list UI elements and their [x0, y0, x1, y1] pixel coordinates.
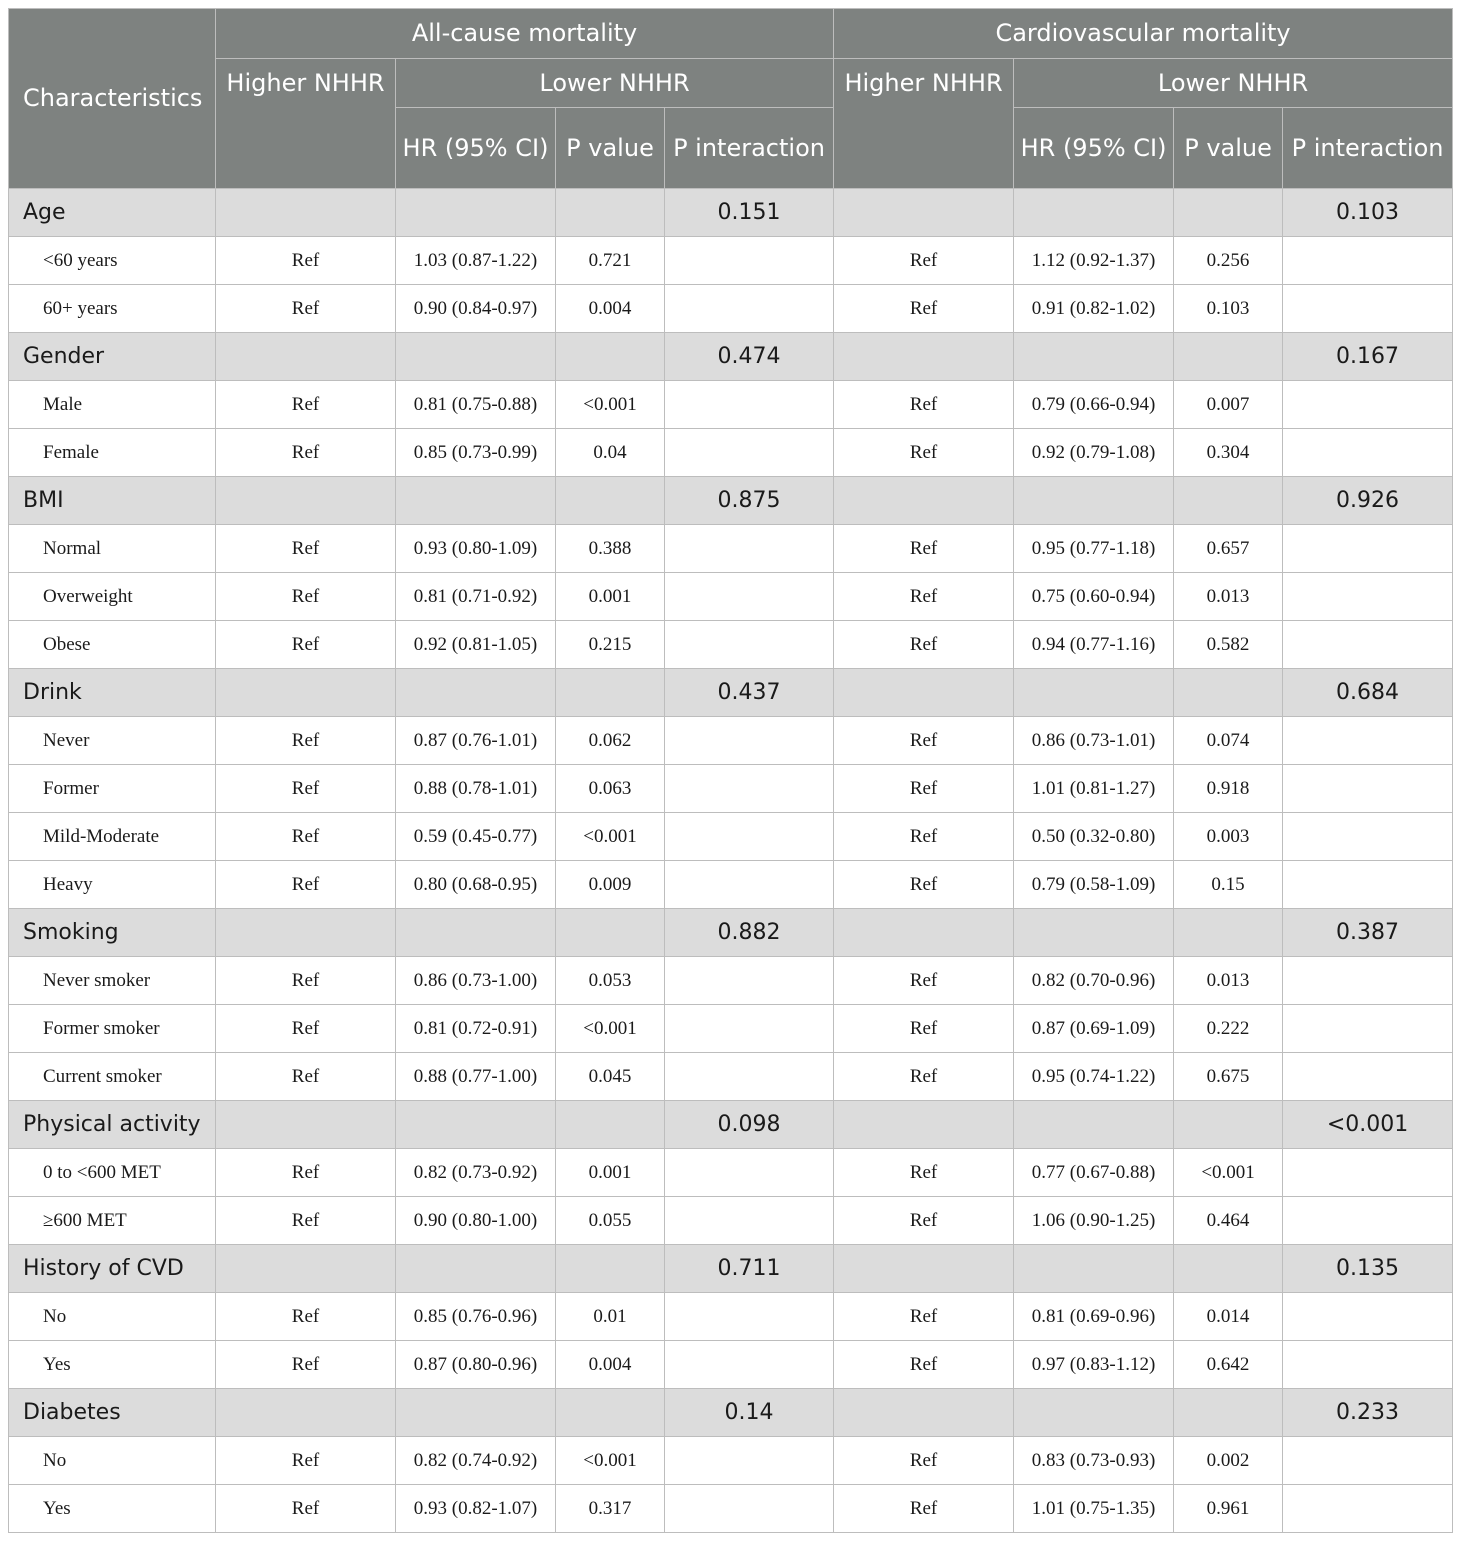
- category-row: [9, 1101, 1453, 1149]
- cardiovascular-higher-nhhr-ref: Ref: [834, 381, 1014, 429]
- empty-cell: [556, 1101, 665, 1149]
- empty-cell: [1283, 1005, 1453, 1053]
- empty-cell: [1283, 429, 1453, 477]
- cardiovascular-higher-nhhr-ref: Ref: [834, 1197, 1014, 1245]
- cardiovascular-higher-nhhr-ref: Ref: [834, 861, 1014, 909]
- all-hr-ci-header: HR (95% CI): [396, 108, 556, 189]
- empty-cell: [834, 333, 1014, 381]
- table-body: [9, 189, 1453, 1533]
- empty-cell: [1014, 189, 1174, 237]
- subgroup-label: Never: [9, 717, 216, 765]
- empty-cell: [1174, 1389, 1283, 1437]
- all-cause-higher-nhhr-ref: Ref: [216, 1341, 396, 1389]
- all-cause-p-value: <0.001: [556, 813, 665, 861]
- subgroup-label: ≥600 MET: [9, 1197, 216, 1245]
- empty-cell: [1283, 525, 1453, 573]
- empty-cell: [1283, 765, 1453, 813]
- empty-cell: [834, 1245, 1014, 1293]
- cardiovascular-p-value: 0.014: [1174, 1293, 1283, 1341]
- cv-higher-nhhr-header: Higher NHHR: [834, 59, 1014, 189]
- cardiovascular-hr-ci: 0.79 (0.66-0.94): [1014, 381, 1174, 429]
- subgroup-label: Yes: [9, 1341, 216, 1389]
- empty-cell: [1283, 573, 1453, 621]
- cardiovascular-hr-ci: 0.86 (0.73-1.01): [1014, 717, 1174, 765]
- all-cause-p-value: 0.004: [556, 1341, 665, 1389]
- cv-p-value-header: P value: [1174, 108, 1283, 189]
- all-cause-hr-ci: 0.82 (0.74-0.92): [396, 1437, 556, 1485]
- empty-cell: [665, 1437, 834, 1485]
- all-cause-higher-nhhr-ref: Ref: [216, 1053, 396, 1101]
- cardiovascular-higher-nhhr-ref: Ref: [834, 1293, 1014, 1341]
- empty-cell: [665, 525, 834, 573]
- all-cause-hr-ci: 0.90 (0.80-1.00): [396, 1197, 556, 1245]
- empty-cell: [665, 813, 834, 861]
- empty-cell: [1283, 1053, 1453, 1101]
- all-cause-p-interaction: 0.098: [665, 1101, 834, 1149]
- subgroup-label: Former: [9, 765, 216, 813]
- cardiovascular-p-value: 0.642: [1174, 1341, 1283, 1389]
- category-row: [9, 477, 1453, 525]
- table-row: [9, 381, 1453, 429]
- cardiovascular-hr-ci: 0.83 (0.73-0.93): [1014, 1437, 1174, 1485]
- all-cause-mortality-header: All-cause mortality: [216, 9, 834, 59]
- empty-cell: [1283, 1485, 1453, 1533]
- table-row: [9, 285, 1453, 333]
- empty-cell: [396, 1101, 556, 1149]
- empty-cell: [1283, 717, 1453, 765]
- empty-cell: [665, 573, 834, 621]
- empty-cell: [1174, 909, 1283, 957]
- all-cause-hr-ci: 0.81 (0.71-0.92): [396, 573, 556, 621]
- subgroup-label: No: [9, 1293, 216, 1341]
- category-row: [9, 333, 1453, 381]
- empty-cell: [665, 717, 834, 765]
- all-cause-higher-nhhr-ref: Ref: [216, 573, 396, 621]
- empty-cell: [216, 189, 396, 237]
- all-cause-hr-ci: 0.81 (0.72-0.91): [396, 1005, 556, 1053]
- all-cause-p-interaction: 0.711: [665, 1245, 834, 1293]
- all-cause-p-value: <0.001: [556, 1437, 665, 1485]
- all-cause-p-value: 0.04: [556, 429, 665, 477]
- empty-cell: [665, 1197, 834, 1245]
- cardiovascular-p-value: 0.002: [1174, 1437, 1283, 1485]
- category-row: [9, 189, 1453, 237]
- cardiovascular-higher-nhhr-ref: Ref: [834, 429, 1014, 477]
- cardiovascular-higher-nhhr-ref: Ref: [834, 1341, 1014, 1389]
- empty-cell: [216, 333, 396, 381]
- all-cause-hr-ci: 0.81 (0.75-0.88): [396, 381, 556, 429]
- all-cause-p-value: 0.317: [556, 1485, 665, 1533]
- cardiovascular-hr-ci: 0.94 (0.77-1.16): [1014, 621, 1174, 669]
- empty-cell: [1174, 333, 1283, 381]
- all-cause-higher-nhhr-ref: Ref: [216, 1485, 396, 1533]
- subgroup-label: Never smoker: [9, 957, 216, 1005]
- empty-cell: [1174, 1245, 1283, 1293]
- characteristics-header: Characteristics: [9, 9, 216, 189]
- cardiovascular-higher-nhhr-ref: Ref: [834, 573, 1014, 621]
- empty-cell: [216, 1389, 396, 1437]
- cardiovascular-p-value: 0.013: [1174, 957, 1283, 1005]
- table-row: [9, 1437, 1453, 1485]
- all-cause-p-interaction: 0.14: [665, 1389, 834, 1437]
- subgroup-label: Male: [9, 381, 216, 429]
- cardiovascular-higher-nhhr-ref: Ref: [834, 237, 1014, 285]
- cardiovascular-higher-nhhr-ref: Ref: [834, 525, 1014, 573]
- empty-cell: [834, 669, 1014, 717]
- category-label: BMI: [9, 477, 216, 525]
- table-row: [9, 429, 1453, 477]
- empty-cell: [665, 1341, 834, 1389]
- category-label: Diabetes: [9, 1389, 216, 1437]
- cardiovascular-hr-ci: 0.77 (0.67-0.88): [1014, 1149, 1174, 1197]
- cardiovascular-p-value: 0.304: [1174, 429, 1283, 477]
- empty-cell: [834, 189, 1014, 237]
- empty-cell: [556, 1245, 665, 1293]
- empty-cell: [556, 909, 665, 957]
- table-row: [9, 1149, 1453, 1197]
- cardiovascular-p-value: 0.256: [1174, 237, 1283, 285]
- cardiovascular-p-value: 0.582: [1174, 621, 1283, 669]
- cardiovascular-higher-nhhr-ref: Ref: [834, 1485, 1014, 1533]
- all-cause-p-value: 0.004: [556, 285, 665, 333]
- cardiovascular-p-value: 0.013: [1174, 573, 1283, 621]
- all-lower-nhhr-header: Lower NHHR: [396, 59, 834, 108]
- cardiovascular-p-value: 0.675: [1174, 1053, 1283, 1101]
- all-cause-higher-nhhr-ref: Ref: [216, 621, 396, 669]
- empty-cell: [396, 909, 556, 957]
- empty-cell: [1014, 477, 1174, 525]
- category-label: Drink: [9, 669, 216, 717]
- cardiovascular-hr-ci: 0.79 (0.58-1.09): [1014, 861, 1174, 909]
- empty-cell: [665, 381, 834, 429]
- empty-cell: [1283, 1437, 1453, 1485]
- empty-cell: [556, 669, 665, 717]
- cv-hr-ci-header: HR (95% CI): [1014, 108, 1174, 189]
- empty-cell: [216, 1245, 396, 1293]
- table-row: [9, 573, 1453, 621]
- empty-cell: [665, 1053, 834, 1101]
- empty-cell: [1014, 1101, 1174, 1149]
- all-cause-p-interaction: 0.474: [665, 333, 834, 381]
- empty-cell: [665, 1293, 834, 1341]
- all-cause-p-value: 0.215: [556, 621, 665, 669]
- cardiovascular-p-value: <0.001: [1174, 1149, 1283, 1197]
- empty-cell: [665, 861, 834, 909]
- cardiovascular-p-value: 0.657: [1174, 525, 1283, 573]
- all-cause-hr-ci: 0.80 (0.68-0.95): [396, 861, 556, 909]
- all-cause-p-value: 0.009: [556, 861, 665, 909]
- cardiovascular-p-interaction: 0.103: [1283, 189, 1453, 237]
- cardiovascular-higher-nhhr-ref: Ref: [834, 1149, 1014, 1197]
- cardiovascular-p-interaction: 0.684: [1283, 669, 1453, 717]
- empty-cell: [665, 957, 834, 1005]
- all-cause-higher-nhhr-ref: Ref: [216, 285, 396, 333]
- empty-cell: [396, 669, 556, 717]
- empty-cell: [1174, 1101, 1283, 1149]
- empty-cell: [1283, 813, 1453, 861]
- empty-cell: [1283, 1149, 1453, 1197]
- empty-cell: [1014, 1245, 1174, 1293]
- cardiovascular-p-value: 0.007: [1174, 381, 1283, 429]
- all-cause-higher-nhhr-ref: Ref: [216, 813, 396, 861]
- empty-cell: [1014, 669, 1174, 717]
- table-row: [9, 861, 1453, 909]
- all-cause-p-value: 0.062: [556, 717, 665, 765]
- all-cause-p-value: 0.721: [556, 237, 665, 285]
- empty-cell: [556, 189, 665, 237]
- all-p-value-header: P value: [556, 108, 665, 189]
- table-row: [9, 717, 1453, 765]
- cardiovascular-p-value: 0.918: [1174, 765, 1283, 813]
- category-row: [9, 669, 1453, 717]
- empty-cell: [834, 1389, 1014, 1437]
- cardiovascular-p-value: 0.103: [1174, 285, 1283, 333]
- all-cause-p-interaction: 0.882: [665, 909, 834, 957]
- all-cause-p-value: 0.063: [556, 765, 665, 813]
- all-cause-higher-nhhr-ref: Ref: [216, 525, 396, 573]
- all-cause-hr-ci: 0.87 (0.80-0.96): [396, 1341, 556, 1389]
- all-cause-higher-nhhr-ref: Ref: [216, 381, 396, 429]
- empty-cell: [1283, 1197, 1453, 1245]
- all-cause-p-value: <0.001: [556, 1005, 665, 1053]
- all-higher-nhhr-header: Higher NHHR: [216, 59, 396, 189]
- all-cause-hr-ci: 0.59 (0.45-0.77): [396, 813, 556, 861]
- all-cause-higher-nhhr-ref: Ref: [216, 1197, 396, 1245]
- all-cause-p-interaction: 0.151: [665, 189, 834, 237]
- all-cause-hr-ci: 0.87 (0.76-1.01): [396, 717, 556, 765]
- subgroup-label: Normal: [9, 525, 216, 573]
- empty-cell: [834, 909, 1014, 957]
- all-cause-higher-nhhr-ref: Ref: [216, 717, 396, 765]
- all-cause-p-value: 0.055: [556, 1197, 665, 1245]
- all-cause-hr-ci: 0.85 (0.76-0.96): [396, 1293, 556, 1341]
- all-cause-p-value: 0.045: [556, 1053, 665, 1101]
- empty-cell: [1283, 861, 1453, 909]
- table-row: [9, 813, 1453, 861]
- empty-cell: [1283, 957, 1453, 1005]
- subgroup-label: Yes: [9, 1485, 216, 1533]
- empty-cell: [556, 333, 665, 381]
- cardiovascular-higher-nhhr-ref: Ref: [834, 1053, 1014, 1101]
- empty-cell: [216, 477, 396, 525]
- all-cause-hr-ci: 1.03 (0.87-1.22): [396, 237, 556, 285]
- empty-cell: [396, 333, 556, 381]
- empty-cell: [1283, 621, 1453, 669]
- all-cause-higher-nhhr-ref: Ref: [216, 429, 396, 477]
- empty-cell: [665, 1149, 834, 1197]
- cardiovascular-p-interaction: <0.001: [1283, 1101, 1453, 1149]
- category-row: [9, 1245, 1453, 1293]
- empty-cell: [665, 1005, 834, 1053]
- table-row: [9, 957, 1453, 1005]
- cardiovascular-p-value: 0.003: [1174, 813, 1283, 861]
- all-cause-p-value: 0.001: [556, 1149, 665, 1197]
- table-row: [9, 765, 1453, 813]
- empty-cell: [216, 909, 396, 957]
- cardiovascular-higher-nhhr-ref: Ref: [834, 1437, 1014, 1485]
- cardiovascular-p-value: 0.961: [1174, 1485, 1283, 1533]
- empty-cell: [556, 1389, 665, 1437]
- subgroup-label: Former smoker: [9, 1005, 216, 1053]
- all-cause-p-value: <0.001: [556, 381, 665, 429]
- empty-cell: [834, 1101, 1014, 1149]
- subgroup-label: Female: [9, 429, 216, 477]
- all-p-interaction-header: P interaction: [665, 108, 834, 189]
- empty-cell: [556, 477, 665, 525]
- empty-cell: [1283, 1341, 1453, 1389]
- cardiovascular-hr-ci: 0.97 (0.83-1.12): [1014, 1341, 1174, 1389]
- empty-cell: [1283, 285, 1453, 333]
- empty-cell: [665, 285, 834, 333]
- table-row: [9, 1485, 1453, 1533]
- all-cause-hr-ci: 0.82 (0.73-0.92): [396, 1149, 556, 1197]
- cardiovascular-p-interaction: 0.167: [1283, 333, 1453, 381]
- cardiovascular-hr-ci: 0.81 (0.69-0.96): [1014, 1293, 1174, 1341]
- subgroup-label: 0 to <600 MET: [9, 1149, 216, 1197]
- empty-cell: [396, 189, 556, 237]
- cardiovascular-hr-ci: 0.82 (0.70-0.96): [1014, 957, 1174, 1005]
- empty-cell: [665, 429, 834, 477]
- table-row: [9, 1053, 1453, 1101]
- cardiovascular-p-interaction: 0.233: [1283, 1389, 1453, 1437]
- subgroup-label: <60 years: [9, 237, 216, 285]
- all-cause-higher-nhhr-ref: Ref: [216, 765, 396, 813]
- all-cause-hr-ci: 0.93 (0.82-1.07): [396, 1485, 556, 1533]
- all-cause-hr-ci: 0.86 (0.73-1.00): [396, 957, 556, 1005]
- cardiovascular-higher-nhhr-ref: Ref: [834, 285, 1014, 333]
- subgroup-label: Heavy: [9, 861, 216, 909]
- subgroup-label: 60+ years: [9, 285, 216, 333]
- category-label: Gender: [9, 333, 216, 381]
- all-cause-p-interaction: 0.875: [665, 477, 834, 525]
- category-label: Age: [9, 189, 216, 237]
- category-row: [9, 1389, 1453, 1437]
- cardiovascular-higher-nhhr-ref: Ref: [834, 765, 1014, 813]
- empty-cell: [1283, 237, 1453, 285]
- table-row: [9, 1005, 1453, 1053]
- all-cause-hr-ci: 0.93 (0.80-1.09): [396, 525, 556, 573]
- all-cause-p-value: 0.053: [556, 957, 665, 1005]
- empty-cell: [396, 1389, 556, 1437]
- cardiovascular-p-value: 0.464: [1174, 1197, 1283, 1245]
- cardiovascular-hr-ci: 1.01 (0.75-1.35): [1014, 1485, 1174, 1533]
- cardiovascular-hr-ci: 0.87 (0.69-1.09): [1014, 1005, 1174, 1053]
- all-cause-p-interaction: 0.437: [665, 669, 834, 717]
- empty-cell: [834, 477, 1014, 525]
- all-cause-higher-nhhr-ref: Ref: [216, 957, 396, 1005]
- cardiovascular-higher-nhhr-ref: Ref: [834, 957, 1014, 1005]
- cardiovascular-p-value: 0.222: [1174, 1005, 1283, 1053]
- cardiovascular-hr-ci: 0.75 (0.60-0.94): [1014, 573, 1174, 621]
- results-table: [8, 8, 1453, 1533]
- cardiovascular-hr-ci: 1.12 (0.92-1.37): [1014, 237, 1174, 285]
- cardiovascular-p-value: 0.15: [1174, 861, 1283, 909]
- table-row: [9, 621, 1453, 669]
- cardiovascular-mortality-header: Cardiovascular mortality: [834, 9, 1453, 59]
- all-cause-hr-ci: 0.90 (0.84-0.97): [396, 285, 556, 333]
- cardiovascular-p-interaction: 0.135: [1283, 1245, 1453, 1293]
- cardiovascular-p-value: 0.074: [1174, 717, 1283, 765]
- empty-cell: [1014, 909, 1174, 957]
- category-label: History of CVD: [9, 1245, 216, 1293]
- cardiovascular-higher-nhhr-ref: Ref: [834, 1005, 1014, 1053]
- empty-cell: [216, 669, 396, 717]
- cardiovascular-hr-ci: 0.95 (0.74-1.22): [1014, 1053, 1174, 1101]
- empty-cell: [396, 477, 556, 525]
- empty-cell: [665, 237, 834, 285]
- all-cause-hr-ci: 0.92 (0.81-1.05): [396, 621, 556, 669]
- cardiovascular-hr-ci: 0.95 (0.77-1.18): [1014, 525, 1174, 573]
- cardiovascular-hr-ci: 0.50 (0.32-0.80): [1014, 813, 1174, 861]
- cardiovascular-p-interaction: 0.387: [1283, 909, 1453, 957]
- all-cause-hr-ci: 0.88 (0.77-1.00): [396, 1053, 556, 1101]
- subgroup-label: Overweight: [9, 573, 216, 621]
- all-cause-higher-nhhr-ref: Ref: [216, 861, 396, 909]
- category-label: Smoking: [9, 909, 216, 957]
- all-cause-higher-nhhr-ref: Ref: [216, 1005, 396, 1053]
- cardiovascular-hr-ci: 0.92 (0.79-1.08): [1014, 429, 1174, 477]
- empty-cell: [1174, 189, 1283, 237]
- cv-lower-nhhr-header: Lower NHHR: [1014, 59, 1453, 108]
- empty-cell: [1014, 333, 1174, 381]
- cardiovascular-hr-ci: 0.91 (0.82-1.02): [1014, 285, 1174, 333]
- subgroup-label: Mild-Moderate: [9, 813, 216, 861]
- cardiovascular-hr-ci: 1.06 (0.90-1.25): [1014, 1197, 1174, 1245]
- empty-cell: [1283, 1293, 1453, 1341]
- table-row: [9, 237, 1453, 285]
- empty-cell: [216, 1101, 396, 1149]
- all-cause-p-value: 0.01: [556, 1293, 665, 1341]
- cv-p-interaction-header: P interaction: [1283, 108, 1453, 189]
- cardiovascular-higher-nhhr-ref: Ref: [834, 813, 1014, 861]
- empty-cell: [665, 621, 834, 669]
- empty-cell: [1283, 381, 1453, 429]
- all-cause-hr-ci: 0.85 (0.73-0.99): [396, 429, 556, 477]
- all-cause-hr-ci: 0.88 (0.78-1.01): [396, 765, 556, 813]
- empty-cell: [396, 1245, 556, 1293]
- all-cause-higher-nhhr-ref: Ref: [216, 237, 396, 285]
- subgroup-label: No: [9, 1437, 216, 1485]
- all-cause-p-value: 0.388: [556, 525, 665, 573]
- table-row: [9, 1197, 1453, 1245]
- cardiovascular-higher-nhhr-ref: Ref: [834, 717, 1014, 765]
- all-cause-higher-nhhr-ref: Ref: [216, 1149, 396, 1197]
- category-row: [9, 909, 1453, 957]
- subgroup-label: Obese: [9, 621, 216, 669]
- all-cause-higher-nhhr-ref: Ref: [216, 1437, 396, 1485]
- cardiovascular-hr-ci: 1.01 (0.81-1.27): [1014, 765, 1174, 813]
- empty-cell: [665, 765, 834, 813]
- cardiovascular-higher-nhhr-ref: Ref: [834, 621, 1014, 669]
- cardiovascular-p-interaction: 0.926: [1283, 477, 1453, 525]
- table-row: [9, 525, 1453, 573]
- subgroup-label: Current smoker: [9, 1053, 216, 1101]
- table-header: [9, 9, 1453, 189]
- empty-cell: [1174, 477, 1283, 525]
- empty-cell: [1014, 1389, 1174, 1437]
- category-label: Physical activity: [9, 1101, 216, 1149]
- all-cause-higher-nhhr-ref: Ref: [216, 1293, 396, 1341]
- table-row: [9, 1341, 1453, 1389]
- empty-cell: [1174, 669, 1283, 717]
- table-row: [9, 1293, 1453, 1341]
- empty-cell: [665, 1485, 834, 1533]
- all-cause-p-value: 0.001: [556, 573, 665, 621]
